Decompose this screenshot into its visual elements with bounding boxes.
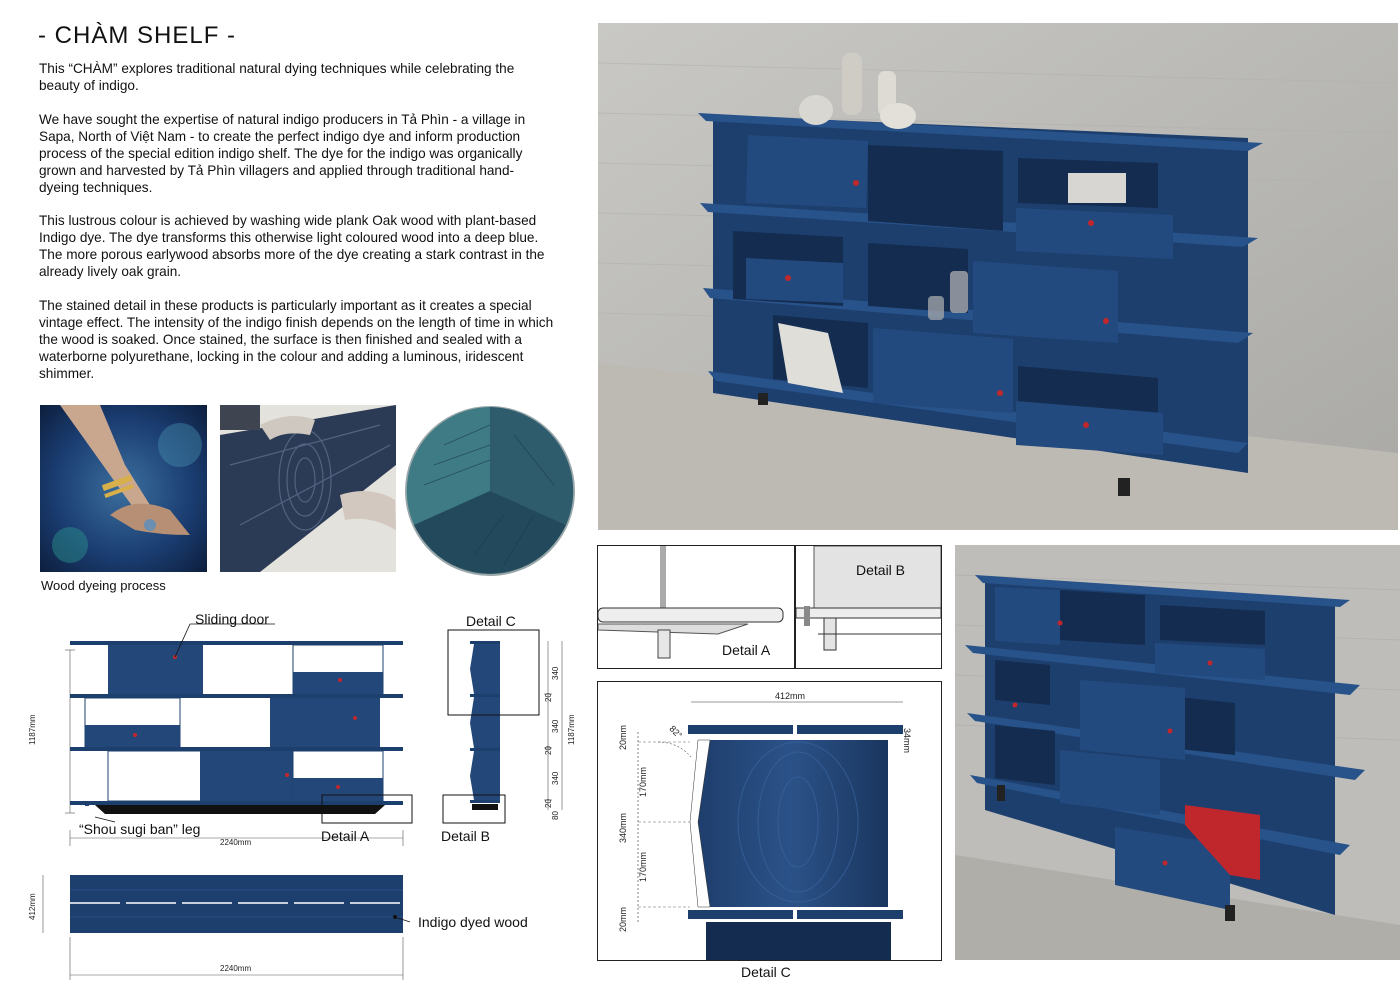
detail-c-dim-20-top: 20mm	[618, 724, 628, 750]
side-dim-340-bottom: 340	[551, 771, 560, 785]
side-dim-80: 80	[551, 811, 560, 820]
detail-c-dim-20-bottom: 20mm	[618, 906, 628, 932]
detail-c-panel	[597, 681, 942, 961]
sliding-door-label: Sliding door	[195, 611, 269, 627]
shelf-render-open-drawer	[955, 545, 1400, 960]
detail-a-label: Detail A	[722, 642, 771, 658]
side-dim-20-bottom: 20	[544, 799, 553, 808]
detail-c-dim-170-upper: 170mm	[638, 766, 648, 797]
indigo-dyed-wood-label: Indigo dyed wood	[418, 914, 528, 930]
side-dim-340-mid: 340	[551, 719, 560, 733]
side-dim-20-mid: 20	[544, 746, 553, 755]
page-title: - CHÀM SHELF -	[38, 22, 237, 49]
top-dim-width: 2240mm	[220, 964, 252, 973]
detail-c-dim-34: 34mm	[902, 728, 912, 754]
shou-sugi-ban-leg-label: “Shou sugi ban” leg	[79, 821, 201, 837]
front-detail-a-label: Detail A	[321, 828, 370, 844]
detail-c-dim-170-lower: 170mm	[638, 851, 648, 882]
producer-paragraph: We have sought the expertise of natural indigo producers in Tả Phìn - a village in Sapa, North of Việt Nam - to create the perfect indigo dye and inform production process of the special edition indigo shelf. The dye for the indigo was organically grown and harvested by Tả Phìn villagers and applied through traditional hand-dyeing techniques.	[39, 112, 526, 195]
front-dim-height: 1187mm	[28, 714, 37, 745]
colour-paragraph: This lustrous colour is achieved by washing wide plank Oak wood with plant-based Indigo dye. The dye transforms this otherwise light coloured wood into a deep blue. The more porous earlywood absorbs more of the dye creating a stark contrast in the already lively oak grain.	[39, 213, 545, 279]
top-view-drawing	[25, 865, 425, 980]
detail-c-dim-angle: 82°	[667, 723, 685, 741]
side-dim-340-top: 340	[551, 666, 560, 680]
dyeing-photo-hands	[40, 405, 207, 572]
detail-c-caption: Detail C	[741, 964, 791, 980]
intro-paragraph: This “CHÀM” explores traditional natural dying techniques while celebrating the beauty of indigo.	[39, 61, 515, 93]
side-dim-height: 1187mm	[567, 714, 576, 745]
oak-grain-disc	[404, 405, 576, 577]
side-dim-20-top: 20	[544, 693, 553, 702]
dyeing-photo-wood-plank	[220, 405, 396, 572]
detail-c-dim-width: 412mm	[775, 691, 806, 701]
detail-c-dim-340: 340mm	[618, 812, 628, 843]
front-dim-width: 2240mm	[220, 838, 252, 847]
side-detail-b-label: Detail B	[441, 828, 491, 844]
side-detail-c-label: Detail C	[466, 613, 516, 629]
top-dim-depth: 412mm	[28, 893, 37, 920]
stain-paragraph: The stained detail in these products is particularly important as it creates a special vintage effect. The intensity of the indigo finish depends on the length of time in which the wood is soaked. Once stained, the surface is then finished and sealed with a waterborne polyurethane, locking in the colour and adding a luminous, iridescent shimmer.	[39, 298, 554, 381]
shelf-render-main	[598, 23, 1398, 530]
front-elevation-drawing	[25, 610, 425, 855]
detail-b-label: Detail B	[856, 562, 906, 578]
dyeing-caption: Wood dyeing process	[41, 578, 166, 593]
